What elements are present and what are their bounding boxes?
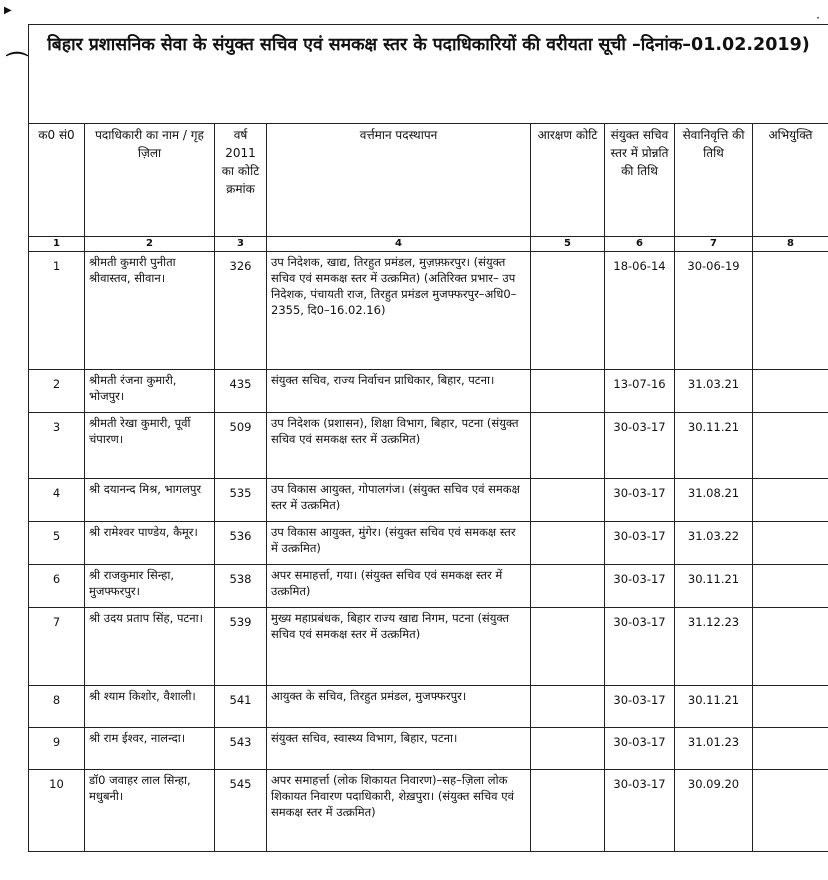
cell-code: 538 [215, 565, 267, 608]
cell-remarks [753, 479, 828, 522]
table-row [29, 413, 828, 479]
cell-name: श्री राजकुमार सिन्हा, मुजफ्फरपुर। [85, 565, 215, 608]
cell-posting: संयुक्त सचिव, राज्य निर्वाचन प्राधिकार, बिहार, पटना। [267, 370, 531, 413]
cell-reservation [531, 728, 605, 770]
cell-retirement-date: 31.03.22 [675, 522, 753, 565]
cell-code: 326 [215, 252, 267, 370]
cell-name: श्री राम ईश्वर, नालन्दा। [85, 728, 215, 770]
cell-promotion-date: 30-03-17 [605, 686, 675, 728]
cell-name: श्री श्याम किशोर, वैशाली। [85, 686, 215, 728]
cell-posting: आयुक्त के सचिव, तिरहुत प्रमंडल, मुजफ्फरपुर। [267, 686, 531, 728]
cell-serial: 4 [29, 479, 85, 522]
column-number: 2 [85, 237, 215, 252]
cell-name: डॉ0 जवाहर लाल सिन्हा, मधुबनी। [85, 770, 215, 852]
cell-reservation [531, 413, 605, 479]
document-title: बिहार प्रशासनिक सेवा के संयुक्त सचिव एवं समकक्ष स्तर के पदाधिकारियों की वरीयता सूची –दिनांक–01.02.2019) [29, 25, 828, 124]
corner-mark: ▶ [4, 5, 12, 16]
cell-reservation [531, 686, 605, 728]
column-number: 7 [675, 237, 753, 252]
cell-retirement-date: 30.09.20 [675, 770, 753, 852]
cell-promotion-date: 30-03-17 [605, 728, 675, 770]
cell-retirement-date: 30.11.21 [675, 413, 753, 479]
table-row [29, 728, 828, 770]
cell-posting: उप विकास आयुक्त, गोपालगंज। (संयुक्त सचिव एवं समकक्ष स्तर में उत्क्रमित) [267, 479, 531, 522]
header-promotion-date: संयुक्त सचिव स्तर में प्रोन्नति की तिथि [605, 124, 675, 237]
table-row [29, 770, 828, 852]
cell-serial: 2 [29, 370, 85, 413]
cell-reservation [531, 770, 605, 852]
table-row [29, 479, 828, 522]
column-number: 5 [531, 237, 605, 252]
cell-code: 509 [215, 413, 267, 479]
cell-posting: अपर समाहर्त्ता (लोक शिकायत निवारण)–सह–ज़िला लोक शिकायत निवारण पदाधिकारी, शेख़पुरा। (संयुक्त सचिव एवं समकक्ष स्तर में उत्क्रमित) [267, 770, 531, 852]
cell-remarks [753, 770, 828, 852]
column-number: 8 [753, 237, 828, 252]
column-number: 1 [29, 237, 85, 252]
header-name: पदाधिकारी का नाम / गृह ज़िला [85, 124, 215, 237]
cell-reservation [531, 252, 605, 370]
column-number: 6 [605, 237, 675, 252]
cell-posting: मुख्य महाप्रबंधक, बिहार राज्य खाद्य निगम, पटना (संयुक्त सचिव एवं समकक्ष स्तर में उत्क्रमित) [267, 608, 531, 686]
cell-retirement-date: 30.11.21 [675, 686, 753, 728]
column-number: 3 [215, 237, 267, 252]
cell-reservation [531, 370, 605, 413]
cell-posting: उप विकास आयुक्त, मुंगेर। (संयुक्त सचिव एवं समकक्ष स्तर में उत्क्रमित) [267, 522, 531, 565]
cell-name: श्री उदय प्रताप सिंह, पटना। [85, 608, 215, 686]
cell-promotion-date: 30-03-17 [605, 522, 675, 565]
header-remarks: अभियुक्ति [753, 124, 828, 237]
cell-promotion-date: 30-03-17 [605, 479, 675, 522]
table-body [29, 252, 828, 852]
cell-remarks [753, 728, 828, 770]
cell-posting: उप निदेशक (प्रशासन), शिक्षा विभाग, बिहार, पटना (संयुक्त सचिव एवं समकक्ष स्तर में उत्क्रमित) [267, 413, 531, 479]
cell-promotion-date: 18-06-14 [605, 252, 675, 370]
cell-reservation [531, 479, 605, 522]
cell-code: 543 [215, 728, 267, 770]
cell-name: श्रीमती कुमारी पुनीता श्रीवास्तव, सीवान। [85, 252, 215, 370]
cell-promotion-date: 30-03-17 [605, 565, 675, 608]
cell-serial: 3 [29, 413, 85, 479]
table-row [29, 252, 828, 370]
seniority-list-table [28, 24, 828, 852]
cell-remarks [753, 686, 828, 728]
column-number: 4 [267, 237, 531, 252]
cell-retirement-date: 30-06-19 [675, 252, 753, 370]
table-row [29, 686, 828, 728]
cell-reservation [531, 565, 605, 608]
header-code: वर्ष 2011 का कोटि क्रमांक [215, 124, 267, 237]
cell-code: 435 [215, 370, 267, 413]
cell-remarks [753, 413, 828, 479]
cell-name: श्री दयानन्द मिश्र, भागलपुर [85, 479, 215, 522]
cell-posting: उप निदेशक, खाद्य, तिरहुत प्रमंडल, मुज़फ़्फ़रपुर। (संयुक्त सचिव एवं समकक्ष स्तर में उत्क्रमित) (अतिरिक्त प्रभार– उप निदेशक, पंचायती राज, तिरहुत प्रमंडल मुजफ्फरपुर–अधि0–2355, दि0–16.02.16) [267, 252, 531, 370]
cell-remarks [753, 522, 828, 565]
cell-reservation [531, 608, 605, 686]
header-serial: क0 सं0 [29, 124, 85, 237]
table-row [29, 522, 828, 565]
curve-mark: ⌒ [6, 52, 29, 77]
cell-code: 539 [215, 608, 267, 686]
cell-name: श्री रामेश्वर पाण्डेय, कैमूर। [85, 522, 215, 565]
table-row [29, 565, 828, 608]
cell-promotion-date: 30-03-17 [605, 770, 675, 852]
cell-serial: 1 [29, 252, 85, 370]
cell-reservation [531, 522, 605, 565]
table-row [29, 608, 828, 686]
cell-retirement-date: 31.08.21 [675, 479, 753, 522]
cell-retirement-date: 31.12.23 [675, 608, 753, 686]
cell-serial: 5 [29, 522, 85, 565]
table-row [29, 370, 828, 413]
cell-serial: 6 [29, 565, 85, 608]
header-row [29, 124, 828, 237]
corner-mark-right: · [816, 11, 820, 25]
column-number-row [29, 237, 828, 252]
cell-serial: 9 [29, 728, 85, 770]
cell-retirement-date: 31.01.23 [675, 728, 753, 770]
cell-code: 536 [215, 522, 267, 565]
cell-promotion-date: 30-03-17 [605, 413, 675, 479]
cell-posting: अपर समाहर्त्ता, गया। (संयुक्त सचिव एवं समकक्ष स्तर में उत्क्रमित) [267, 565, 531, 608]
cell-name: श्रीमती रेखा कुमारी, पूर्वी चंपारण। [85, 413, 215, 479]
cell-retirement-date: 30.11.21 [675, 565, 753, 608]
header-reservation: आरक्षण कोटि [531, 124, 605, 237]
cell-remarks [753, 608, 828, 686]
cell-code: 535 [215, 479, 267, 522]
cell-serial: 8 [29, 686, 85, 728]
header-retirement-date: सेवानिवृत्ति की तिथि [675, 124, 753, 237]
cell-remarks [753, 252, 828, 370]
cell-code: 541 [215, 686, 267, 728]
cell-promotion-date: 30-03-17 [605, 608, 675, 686]
cell-promotion-date: 13-07-16 [605, 370, 675, 413]
cell-remarks [753, 565, 828, 608]
header-posting: वर्त्तमान पदस्थापन [267, 124, 531, 237]
cell-name: श्रीमती रंजना कुमारी, भोजपुर। [85, 370, 215, 413]
cell-remarks [753, 370, 828, 413]
cell-retirement-date: 31.03.21 [675, 370, 753, 413]
cell-serial: 7 [29, 608, 85, 686]
cell-serial: 10 [29, 770, 85, 852]
cell-posting: संयुक्त सचिव, स्वास्थ्य विभाग, बिहार, पटना। [267, 728, 531, 770]
cell-code: 545 [215, 770, 267, 852]
